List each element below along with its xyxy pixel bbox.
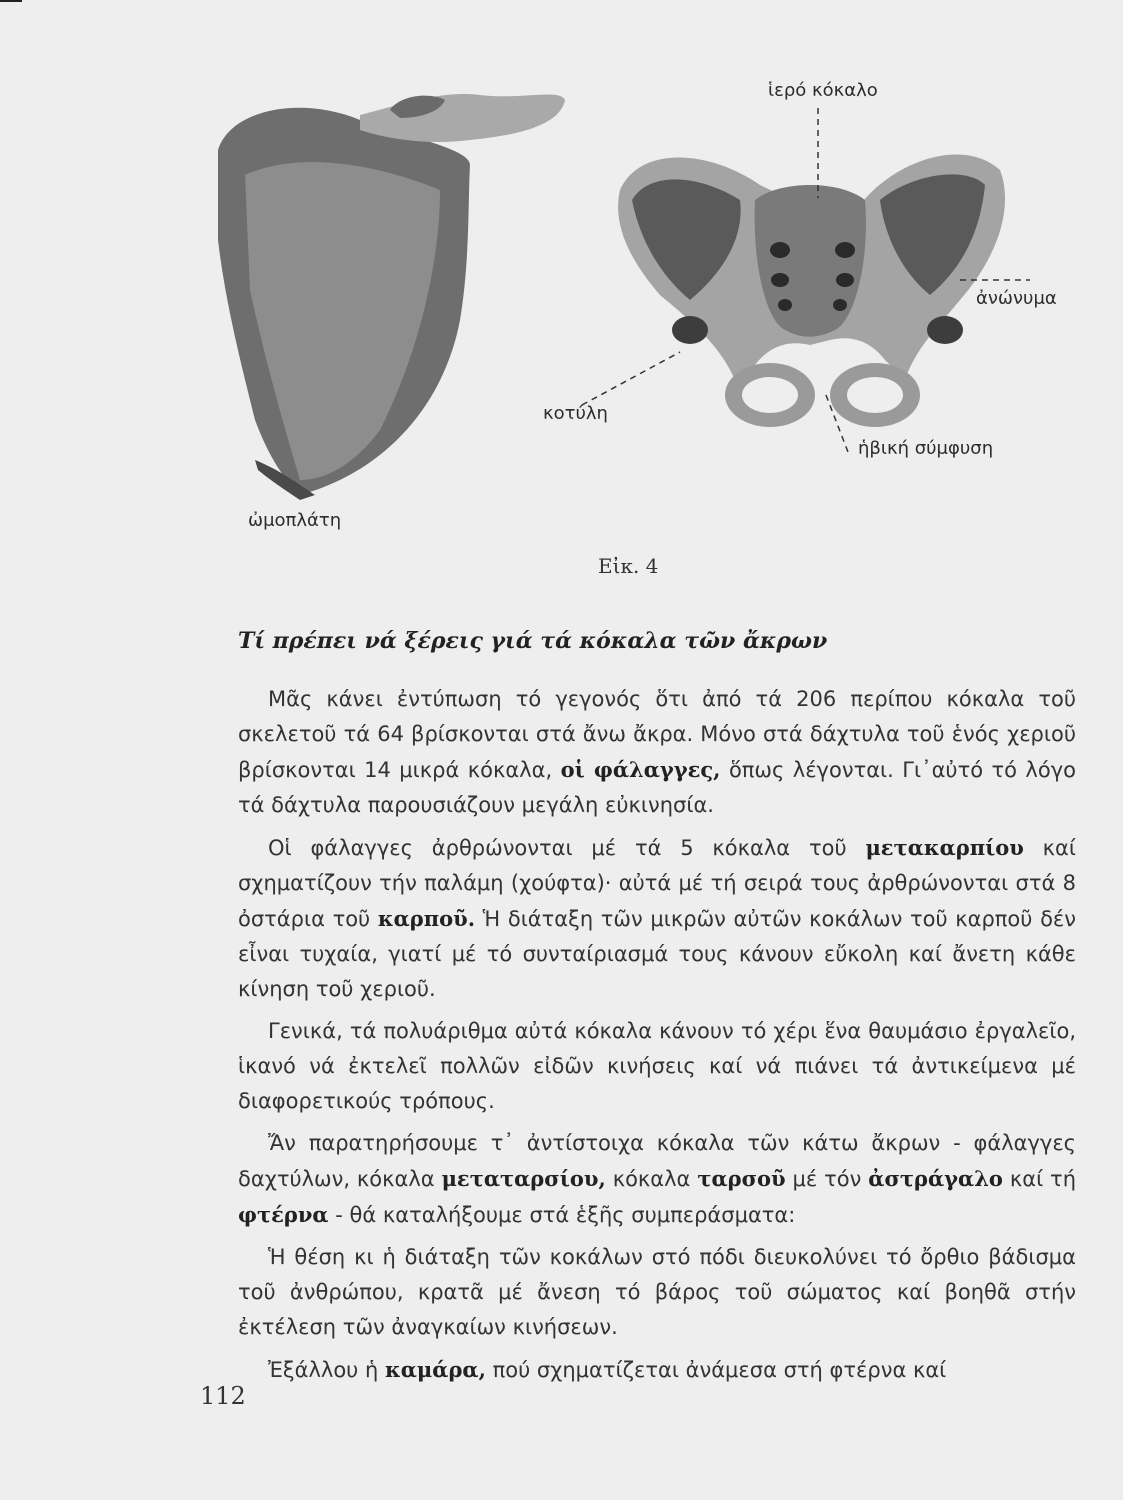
paragraph-5: Ἡ θέση κι ἡ διάταξη τῶν κοκάλων στό πόδι διευκολύνει τό ὄρθιο βάδισμα τοῦ ἀνθρώπου, κρατᾶ μέ ἄνεση τό βάρος τοῦ σώματος καί βοηθᾶ στήν ἐκτέλεση τῶν ἀναγκαίων κινήσεων. [238, 1245, 1076, 1339]
paragraph-3: Γενικά, τά πολυάριθμα αὐτά κόκαλα κάνουν τό χέρι ἕνα θαυμάσιο ἐργαλεῖο, ἱκανό νά ἐκτελεῖ πολλῶν εἰδῶν κινήσεις καί νά πιάνει τά ἀντικείμενα μέ διαφορετικούς τρόπους. [238, 1019, 1076, 1113]
label-scapula: ὠμοπλάτη [248, 510, 342, 531]
paragraph-6: Ἐξάλλου ἡ καμάρα, πού σχηματίζεται ἀνάμεσα στή φτέρνα καί [268, 1357, 947, 1382]
label-innominate: ἀνώνυμα [976, 288, 1057, 309]
paragraph-2: Οἱ φάλαγγες ἀρθρώνονται μέ τά 5 κόκαλα τοῦ μετακαρπίου καί σχηματίζουν τήν παλάμη (χούφτα)· αὐτά μέ τή σειρά τους ἀρθρώνονται στά 8 ὀστάρια τοῦ καρποῦ. Ἡ διάταξη τῶν μικρῶν αὐτῶν κοκάλων τοῦ καρποῦ δέν εἶναι τυχαία, γιατί μέ τό συνταίριασμά τους κάνουν εὔκολη καί ἄνετη κάθε κίνηση τοῦ χεριοῦ. [238, 835, 1076, 1001]
term-metatarsus: μεταταρσίου, [441, 1166, 606, 1191]
term-metacarpus: μετακαρπίου [865, 835, 1024, 860]
scapula-illustration [218, 94, 565, 500]
label-acetabulum: κοτύλη [543, 403, 608, 424]
label-pubic-symphysis: ἡβική σύμφυση [858, 438, 994, 459]
figure-4 [0, 0, 1123, 600]
term-arch: καμάρα, [385, 1357, 486, 1382]
term-heel: φτέρνα [238, 1202, 329, 1227]
term-tarsus: ταρσοῦ [697, 1166, 786, 1191]
paragraph-4: Ἄν παρατηρήσουμε τ᾽ ἀντίστοιχα κόκαλα τῶν κάτω ἄκρων - φάλαγγες δαχτύλων, κόκαλα μεταταρσίου, κόκαλα ταρσοῦ μέ τόν ἀστράγαλο καί τή φτέρνα - θά καταλήξουμε στά ἑξῆς συμπεράσματα: [238, 1131, 1077, 1227]
paragraph-1: Μᾶς κάνει ἐντύπωση τό γεγονός ὅτι ἀπό τά 206 περίπου κόκαλα τοῦ σκελετοῦ τά 64 βρίσκονται στά ἄνω ἄκρα. Μόνο στά δάχτυλα τοῦ ἑνός χεριοῦ βρίσκονται 14 μικρά κόκαλα, οἱ φάλαγγες, ὅπως λέγονται. Γι᾽αὐτό τό λόγο τά δάχτυλα παρουσιάζουν μεγάλη εὐκινησία. [238, 687, 1076, 817]
label-sacrum: ἱερό κόκαλο [768, 80, 878, 101]
page-number: 112 [200, 1382, 246, 1410]
body-text [238, 682, 1076, 1395]
pelvis-illustration [618, 155, 1005, 427]
section-heading: Τί πρέπει νά ξέρεις γιά τά κόκαλα τῶν ἄκρων [238, 628, 828, 654]
figure-caption: Εἰκ. 4 [598, 554, 659, 578]
term-phalanges: οἱ φάλαγγες, [560, 757, 721, 782]
term-carpus: καρποῦ. [377, 906, 475, 931]
term-talus: ἀστράγαλο [868, 1166, 1003, 1191]
